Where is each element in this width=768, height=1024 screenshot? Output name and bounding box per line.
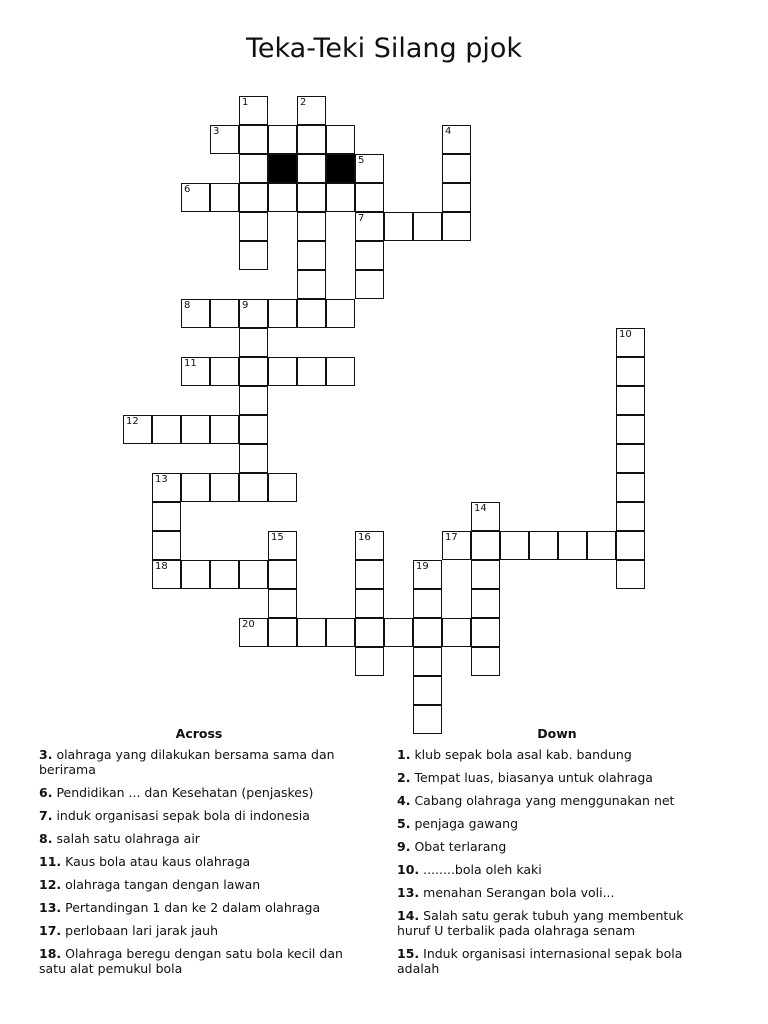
cell-number: 16 — [358, 532, 371, 543]
grid-cell[interactable] — [616, 560, 645, 589]
clue-item — [39, 877, 359, 892]
clue-number: 10. — [397, 862, 420, 877]
grid-cell[interactable] — [181, 415, 210, 444]
page-title: Teka-Teki Silang pjok — [245, 33, 523, 64]
clue-text: Cabang olahraga yang menggunakan net — [414, 793, 675, 808]
grid-cell[interactable] — [355, 589, 384, 618]
cell-number: 4 — [445, 126, 452, 137]
grid-cell[interactable] — [210, 560, 239, 589]
cell-number: 18 — [155, 561, 168, 572]
grid-cell[interactable] — [210, 299, 239, 328]
clue-item — [39, 854, 359, 869]
clue-text: Pendidikan ... dan Kesehatan (penjaskes) — [56, 785, 314, 800]
grid-cell[interactable] — [326, 183, 355, 212]
clue-text: Obat terlarang — [414, 839, 507, 854]
grid-cell[interactable] — [268, 531, 297, 560]
clue-number: 13. — [39, 900, 62, 915]
cell-number: 1 — [242, 97, 249, 108]
clue-text: Induk organisasi internasional sepak bola adalah — [397, 946, 683, 976]
grid-cell[interactable] — [210, 415, 239, 444]
grid-cell[interactable] — [297, 125, 326, 154]
clue-item — [397, 862, 717, 877]
grid-cell[interactable] — [268, 589, 297, 618]
clue-item — [39, 923, 359, 938]
grid-cell[interactable] — [616, 502, 645, 531]
grid-cell[interactable] — [442, 125, 471, 154]
grid-cell[interactable] — [239, 154, 268, 183]
grid-cell[interactable] — [616, 357, 645, 386]
cell-number: 13 — [155, 474, 168, 485]
cell-number: 6 — [184, 184, 191, 195]
clue-number: 13. — [397, 885, 420, 900]
grid-cell[interactable] — [239, 386, 268, 415]
grid-cell[interactable] — [616, 386, 645, 415]
grid-cell[interactable] — [413, 618, 442, 647]
grid-cell[interactable] — [355, 560, 384, 589]
grid-cell[interactable] — [297, 270, 326, 299]
grid-cell[interactable] — [239, 96, 268, 125]
grid-cell[interactable] — [210, 473, 239, 502]
grid-cell[interactable] — [616, 415, 645, 444]
grid-cell[interactable] — [442, 183, 471, 212]
grid-cell[interactable] — [239, 473, 268, 502]
grid-cell[interactable] — [471, 560, 500, 589]
clue-item — [397, 770, 717, 785]
cell-number: 19 — [416, 561, 429, 572]
grid-cell[interactable] — [326, 299, 355, 328]
clue-number: 17. — [39, 923, 62, 938]
grid-cell[interactable] — [326, 618, 355, 647]
grid-cell[interactable] — [529, 531, 558, 560]
cell-number: 9 — [242, 300, 249, 311]
grid-cell[interactable] — [210, 183, 239, 212]
clue-number: 5. — [397, 816, 411, 831]
clue-text: menahan Serangan bola voli... — [423, 885, 615, 900]
grid-cell[interactable] — [384, 618, 413, 647]
cell-number: 3 — [213, 126, 220, 137]
grid-cell[interactable] — [239, 241, 268, 270]
clue-item — [397, 885, 717, 900]
clue-text: olahraga tangan dengan lawan — [65, 877, 261, 892]
grid-cell[interactable] — [413, 560, 442, 589]
grid-cell[interactable] — [413, 676, 442, 705]
clue-item — [39, 946, 359, 976]
grid-cell[interactable] — [413, 589, 442, 618]
grid-cell[interactable] — [616, 444, 645, 473]
grid-cell[interactable] — [471, 502, 500, 531]
down-heading: Down — [537, 726, 577, 741]
cell-number: 8 — [184, 300, 191, 311]
grid-cell[interactable] — [297, 96, 326, 125]
grid-cell[interactable] — [355, 212, 384, 241]
grid-cell[interactable] — [442, 531, 471, 560]
grid-cell[interactable] — [268, 473, 297, 502]
down-clues — [397, 726, 717, 984]
clue-item — [39, 900, 359, 915]
clue-text: perlobaan lari jarak jauh — [65, 923, 219, 938]
clue-text: Kaus bola atau kaus olahraga — [65, 854, 251, 869]
grid-cell[interactable] — [210, 125, 239, 154]
clue-item — [397, 747, 717, 762]
grid-cell[interactable] — [326, 125, 355, 154]
grid-cell[interactable] — [297, 618, 326, 647]
clue-item — [397, 793, 717, 808]
clue-text: induk organisasi sepak bola di indonesia — [56, 808, 310, 823]
cell-number: 2 — [300, 97, 307, 108]
grid-cell[interactable] — [413, 647, 442, 676]
grid-cell[interactable] — [181, 183, 210, 212]
clue-text: Tempat luas, biasanya untuk olahraga — [414, 770, 653, 785]
grid-cell[interactable] — [616, 531, 645, 560]
grid-cell-blocked — [268, 154, 297, 183]
cell-number: 11 — [184, 358, 197, 369]
grid-cell[interactable] — [355, 618, 384, 647]
across-clues — [39, 726, 359, 984]
grid-cell[interactable] — [123, 415, 152, 444]
grid-cell[interactable] — [268, 299, 297, 328]
grid-cell[interactable] — [268, 357, 297, 386]
cell-number: 7 — [358, 213, 365, 224]
grid-cell[interactable] — [442, 154, 471, 183]
grid-cell[interactable] — [268, 560, 297, 589]
cell-number: 12 — [126, 416, 139, 427]
grid-cell[interactable] — [181, 560, 210, 589]
clue-number: 3. — [39, 747, 53, 762]
grid-cell[interactable] — [297, 299, 326, 328]
grid-cell[interactable] — [239, 212, 268, 241]
grid-cell[interactable] — [268, 183, 297, 212]
clue-item — [39, 831, 359, 846]
clue-number: 6. — [39, 785, 53, 800]
clue-item — [39, 808, 359, 823]
grid-cell[interactable] — [181, 357, 210, 386]
grid-cell[interactable] — [355, 241, 384, 270]
clue-item — [397, 908, 717, 938]
clue-number: 1. — [397, 747, 411, 762]
grid-cell[interactable] — [297, 154, 326, 183]
grid-cell[interactable] — [471, 618, 500, 647]
grid-cell[interactable] — [239, 357, 268, 386]
clue-text: penjaga gawang — [414, 816, 519, 831]
grid-cell[interactable] — [239, 125, 268, 154]
clue-number: 15. — [397, 946, 420, 961]
grid-cell[interactable] — [239, 299, 268, 328]
grid-cell[interactable] — [471, 589, 500, 618]
grid-cell[interactable] — [239, 618, 268, 647]
clue-item — [397, 816, 717, 831]
clue-item — [39, 747, 359, 777]
grid-cell[interactable] — [355, 154, 384, 183]
grid-cell[interactable] — [355, 647, 384, 676]
grid-cell[interactable] — [239, 444, 268, 473]
grid-cell[interactable] — [384, 212, 413, 241]
clue-text: Pertandingan 1 dan ke 2 dalam olahraga — [65, 900, 321, 915]
clue-number: 8. — [39, 831, 53, 846]
grid-cell[interactable] — [239, 183, 268, 212]
grid-cell[interactable] — [297, 241, 326, 270]
grid-cell[interactable] — [587, 531, 616, 560]
cell-number: 14 — [474, 503, 487, 514]
clue-number: 12. — [39, 877, 62, 892]
clue-text: olahraga yang dilakukan bersama sama dan berirama — [39, 747, 335, 777]
clue-number: 2. — [397, 770, 411, 785]
grid-cell[interactable] — [181, 299, 210, 328]
grid-cell[interactable] — [181, 473, 210, 502]
cell-number: 15 — [271, 532, 284, 543]
grid-cell[interactable] — [268, 125, 297, 154]
clue-item — [397, 839, 717, 854]
grid-cell[interactable] — [239, 560, 268, 589]
grid-cell[interactable] — [442, 212, 471, 241]
clue-text: salah satu olahraga air — [56, 831, 200, 846]
clue-item — [397, 946, 717, 976]
grid-cell[interactable] — [500, 531, 529, 560]
grid-cell[interactable] — [558, 531, 587, 560]
grid-cell[interactable] — [355, 531, 384, 560]
clue-text: klub sepak bola asal kab. bandung — [414, 747, 632, 762]
grid-cell[interactable] — [355, 270, 384, 299]
cell-number: 10 — [619, 329, 632, 340]
grid-cell[interactable] — [268, 618, 297, 647]
grid-cell[interactable] — [152, 415, 181, 444]
clue-text: ........bola oleh kaki — [423, 862, 542, 877]
clue-text: Olahraga beregu dengan satu bola kecil dan satu alat pemukul bola — [39, 946, 343, 976]
grid-cell[interactable] — [152, 473, 181, 502]
grid-cell[interactable] — [471, 531, 500, 560]
grid-cell[interactable] — [355, 183, 384, 212]
grid-cell[interactable] — [326, 357, 355, 386]
clue-number: 18. — [39, 946, 62, 961]
grid-cell[interactable] — [152, 502, 181, 531]
clue-number: 11. — [39, 854, 62, 869]
clue-text: Salah satu gerak tubuh yang membentuk huruf U terbalik pada olahraga senam — [397, 908, 684, 938]
grid-cell[interactable] — [210, 357, 239, 386]
clue-number: 7. — [39, 808, 53, 823]
cell-number: 20 — [242, 619, 255, 630]
grid-cell[interactable] — [152, 560, 181, 589]
grid-cell[interactable] — [297, 183, 326, 212]
grid-cell[interactable] — [239, 328, 268, 357]
grid-cell[interactable] — [152, 531, 181, 560]
grid-cell-blocked — [326, 154, 355, 183]
cell-number: 5 — [358, 155, 365, 166]
across-heading: Across — [175, 726, 223, 741]
grid-cell[interactable] — [297, 357, 326, 386]
grid-cell[interactable] — [239, 415, 268, 444]
clue-number: 4. — [397, 793, 411, 808]
grid-cell[interactable] — [616, 328, 645, 357]
cell-number: 17 — [445, 532, 458, 543]
grid-cell[interactable] — [471, 647, 500, 676]
grid-cell[interactable] — [297, 212, 326, 241]
clue-item — [39, 785, 359, 800]
clue-number: 14. — [397, 908, 420, 923]
clue-number: 9. — [397, 839, 411, 854]
grid-cell[interactable] — [616, 473, 645, 502]
grid-cell[interactable] — [413, 212, 442, 241]
grid-cell[interactable] — [442, 618, 471, 647]
